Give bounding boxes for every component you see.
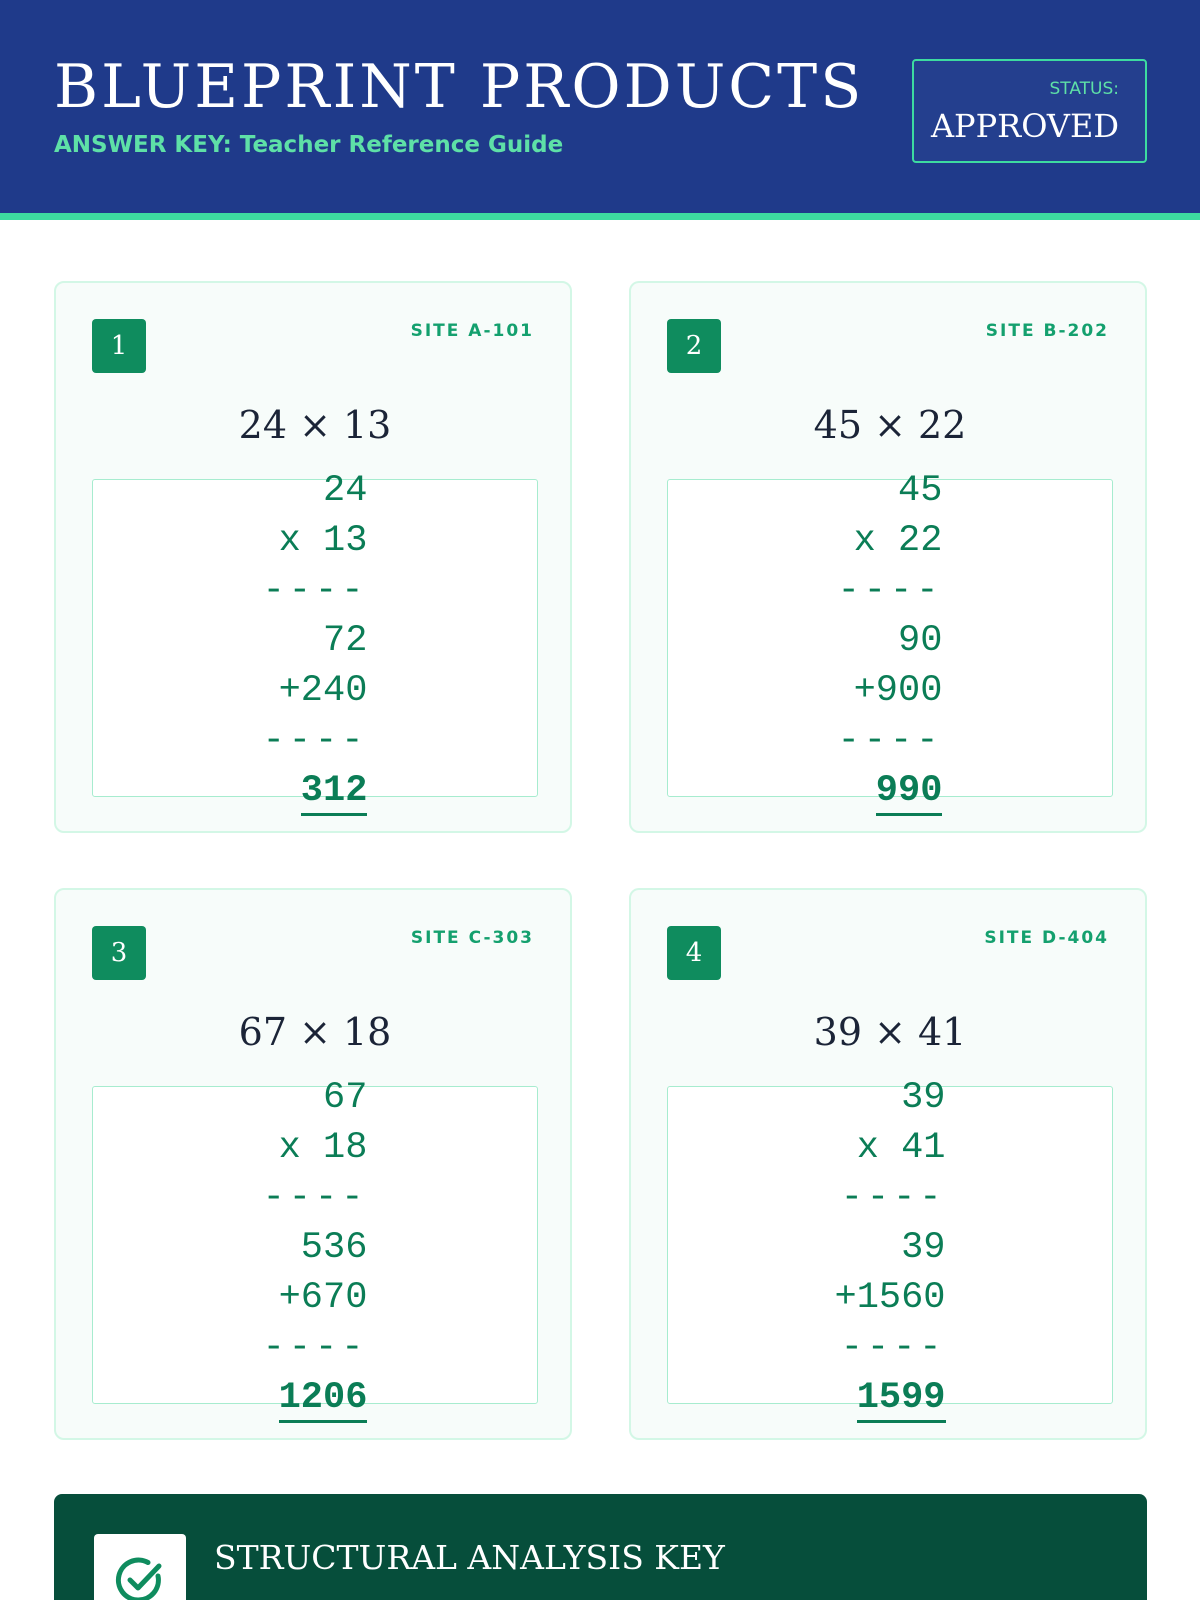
work-line: +240 xyxy=(278,670,368,712)
work-line: +670 xyxy=(278,1277,368,1319)
work-divider: ---- xyxy=(262,570,368,612)
answer-value: 990 xyxy=(876,769,943,816)
work-line: x 22 xyxy=(853,520,943,562)
site-label: SITE D-404 xyxy=(984,928,1109,948)
problem-card-3 xyxy=(54,888,572,1440)
status-value: APPROVED xyxy=(930,107,1119,145)
worked-solution xyxy=(56,466,574,816)
status-badge xyxy=(912,59,1147,163)
work-line: 90 xyxy=(897,620,943,662)
site-label: SITE A-101 xyxy=(410,321,534,341)
structural-analysis-panel xyxy=(54,1494,1147,1600)
problem-number-badge: 1 xyxy=(92,319,146,373)
work-line: x 13 xyxy=(278,520,368,562)
work-line: 67 xyxy=(322,1077,368,1119)
check-circle-icon xyxy=(94,1534,186,1600)
brand-title: BLUEPRINT PRODUCTS xyxy=(54,52,865,122)
brand-subtitle: ANSWER KEY: Teacher Reference Guide xyxy=(54,132,564,158)
worked-solution xyxy=(631,466,1149,816)
worked-solution xyxy=(631,1073,1149,1423)
work-line: +900 xyxy=(853,670,943,712)
answer-value: 312 xyxy=(301,769,368,816)
work-line: 39 xyxy=(901,1077,946,1119)
problem-expression: 45 × 22 xyxy=(813,403,967,447)
work-divider: ---- xyxy=(262,1177,368,1219)
work-divider: ---- xyxy=(262,1327,368,1369)
problem-expression: 67 × 18 xyxy=(238,1010,392,1054)
work-line: 72 xyxy=(322,620,368,662)
problem-card-1 xyxy=(54,281,572,833)
work-divider: ---- xyxy=(840,1177,946,1219)
site-label: SITE B-202 xyxy=(985,321,1109,341)
status-label: STATUS: xyxy=(1049,79,1119,99)
analysis-title: STRUCTURAL ANALYSIS KEY xyxy=(214,1538,725,1577)
work-line: 45 xyxy=(897,470,943,512)
problem-number-badge: 2 xyxy=(667,319,721,373)
work-line: 536 xyxy=(300,1227,368,1269)
work-line: +1560 xyxy=(834,1277,946,1319)
problem-number-badge: 4 xyxy=(667,926,721,980)
work-divider: ---- xyxy=(837,720,943,762)
worked-solution xyxy=(56,1073,574,1423)
work-line: 24 xyxy=(322,470,368,512)
problem-card-4 xyxy=(629,888,1147,1440)
work-line: 39 xyxy=(901,1227,946,1269)
answer-value: 1599 xyxy=(857,1376,946,1423)
problem-expression: 24 × 13 xyxy=(238,403,392,447)
problem-expression: 39 × 41 xyxy=(813,1010,967,1054)
work-divider: ---- xyxy=(840,1327,946,1369)
problem-number-badge: 3 xyxy=(92,926,146,980)
page-header xyxy=(0,0,1200,220)
work-line: x 41 xyxy=(856,1127,946,1169)
problem-card-2 xyxy=(629,281,1147,833)
work-divider: ---- xyxy=(262,720,368,762)
work-divider: ---- xyxy=(837,570,943,612)
work-line: x 18 xyxy=(278,1127,368,1169)
site-label: SITE C-303 xyxy=(410,928,534,948)
answer-value: 1206 xyxy=(279,1376,368,1423)
